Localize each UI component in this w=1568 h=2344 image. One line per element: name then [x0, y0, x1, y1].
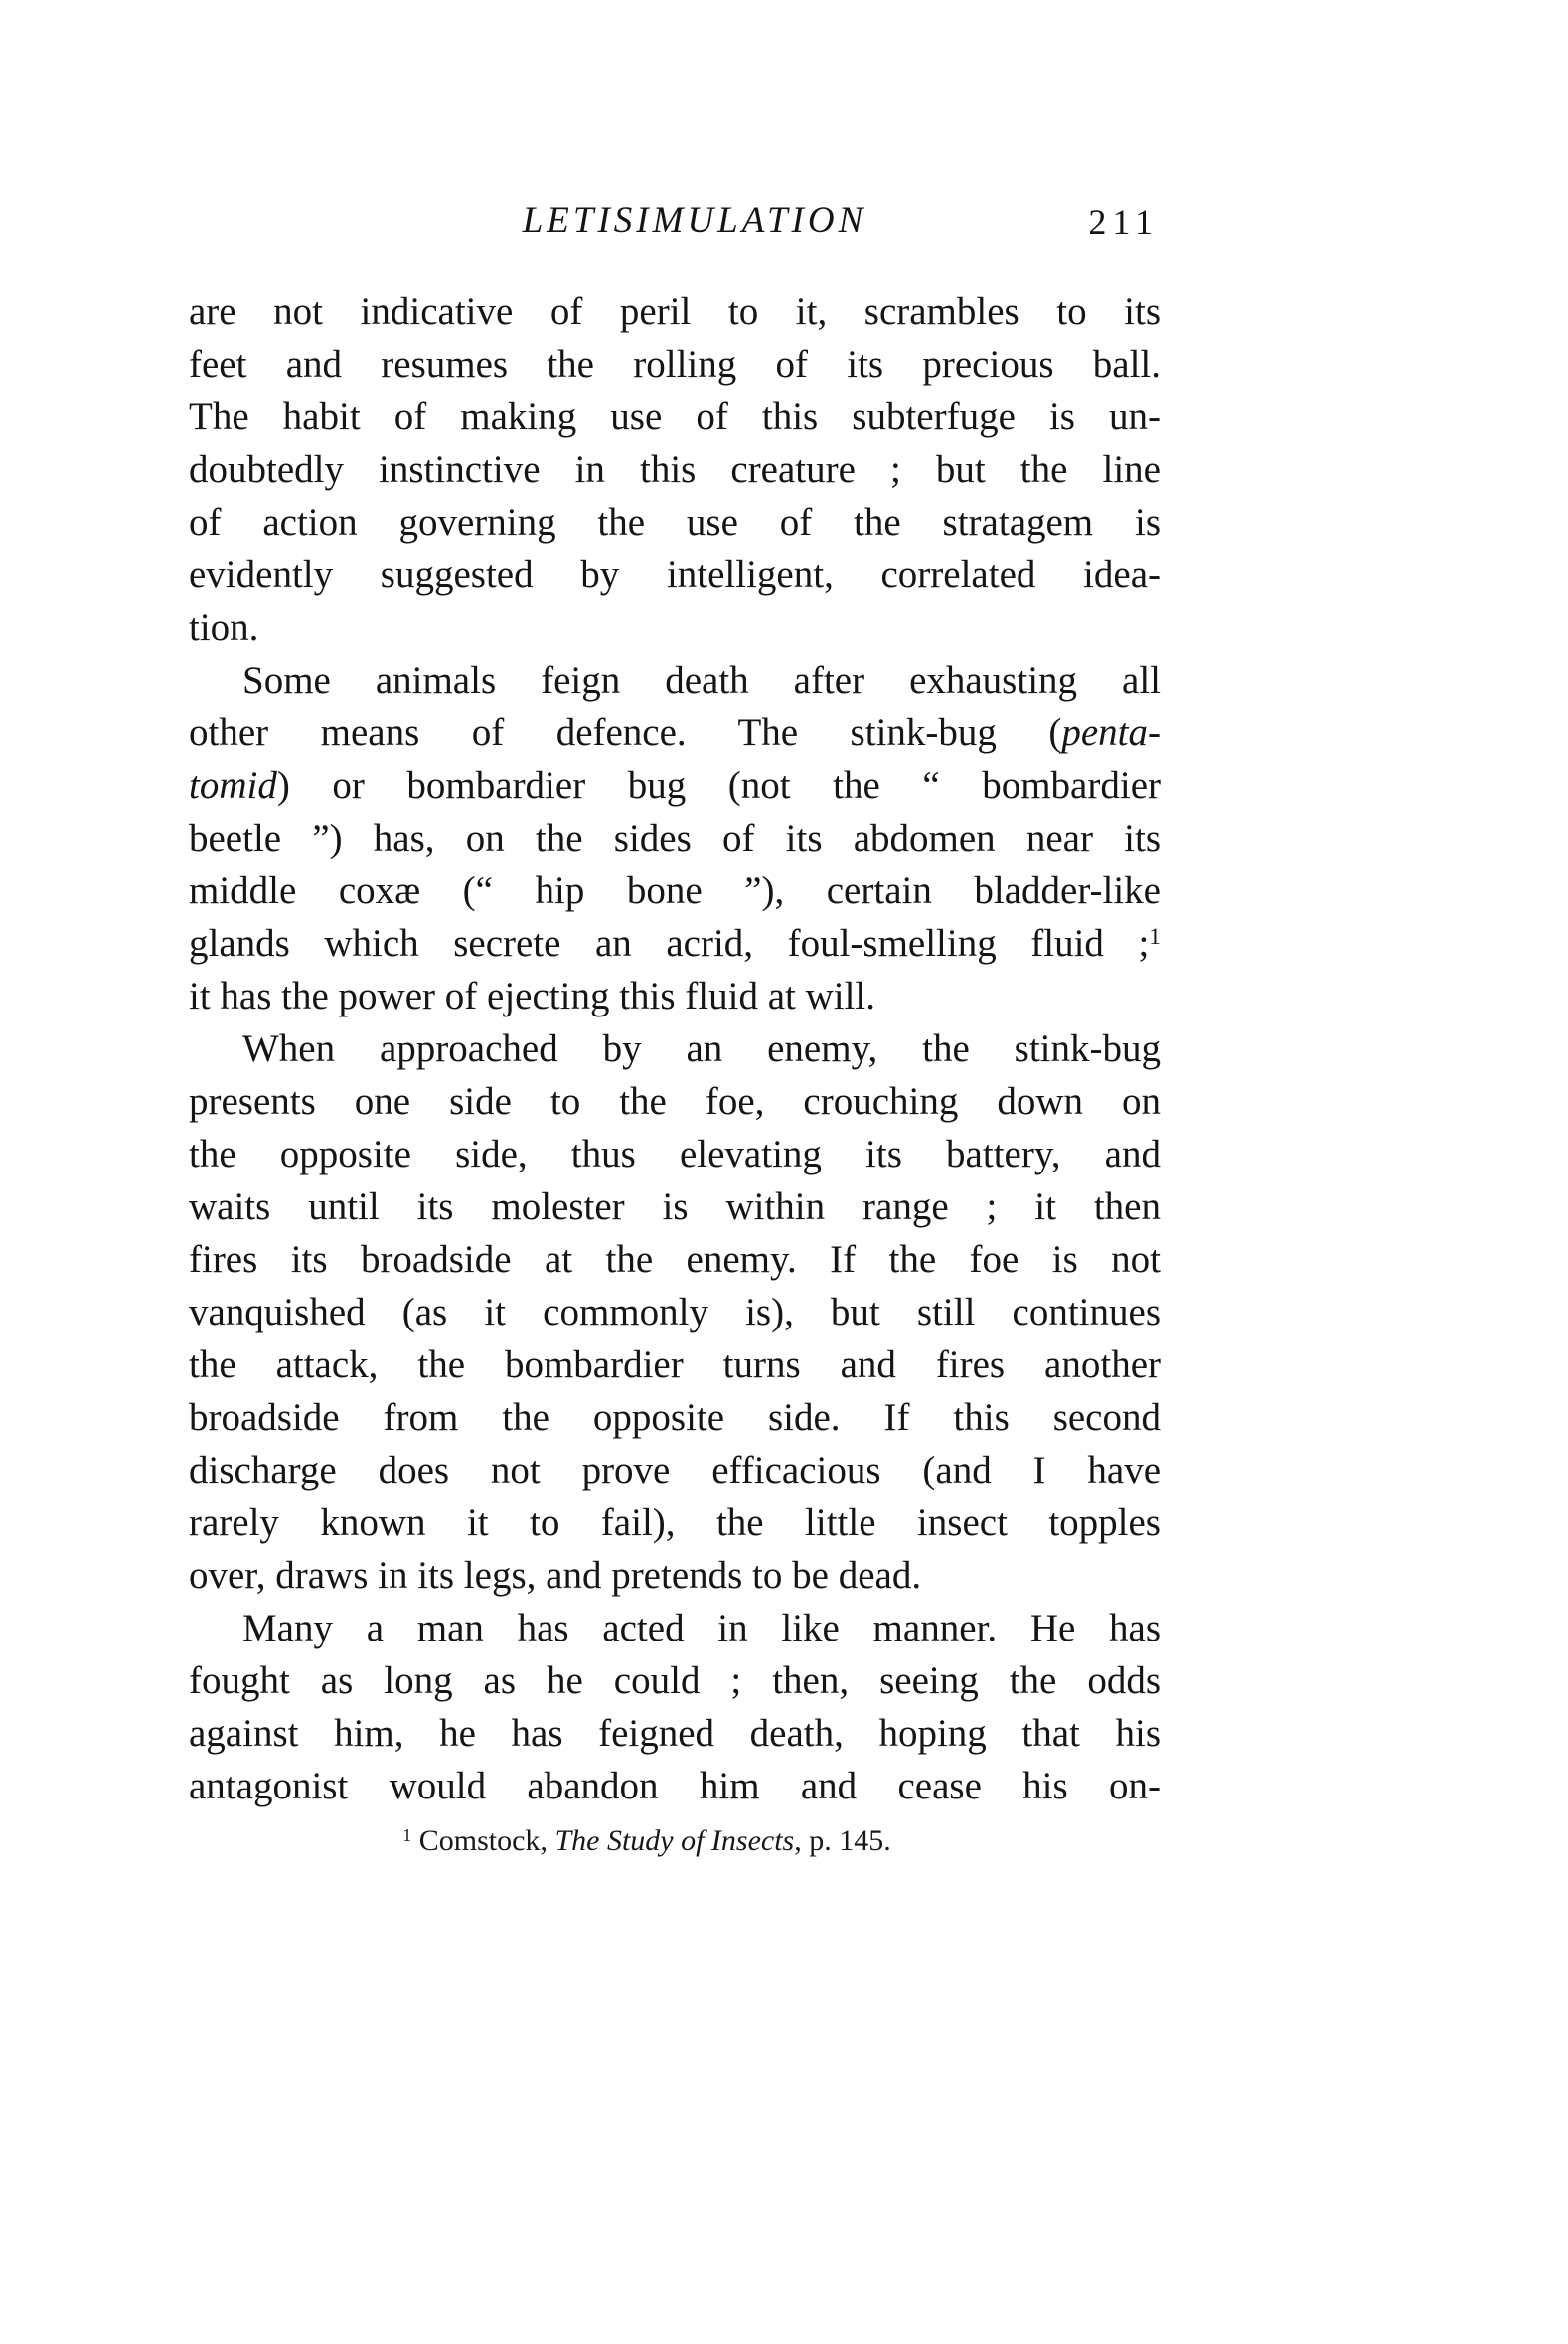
- footnote-text: [189, 1821, 1161, 1864]
- text-segment: vanquished (as it commonly is), but still continues: [189, 1291, 1161, 1333]
- footnote-reference-mark: 1: [1149, 924, 1161, 951]
- text-segment: waits until its molester is within range ; it then: [189, 1185, 1161, 1228]
- body-line: [189, 1602, 1161, 1654]
- body-line: [189, 548, 1161, 601]
- body-line: [189, 917, 1161, 970]
- text-segment: presents one side to the foe, crouching down on: [189, 1080, 1161, 1123]
- italic-text-segment: penta-: [1061, 711, 1161, 754]
- body-line: [189, 654, 1161, 706]
- body-line: [189, 706, 1161, 759]
- text-segment: the attack, the bombardier turns and fires another: [189, 1343, 1161, 1386]
- body-line: [189, 391, 1161, 443]
- text-segment: , p. 145.: [794, 1824, 891, 1857]
- text-segment: Some animals feign death after exhausting all: [242, 659, 1161, 702]
- body-lines: [189, 285, 1161, 1812]
- text-segment: ) or bombardier bug (not the “ bombardier: [276, 764, 1161, 807]
- running-title: LETISIMULATION: [522, 200, 867, 240]
- body-line: [189, 1444, 1161, 1496]
- body-line: [189, 1180, 1161, 1233]
- body-line: [189, 970, 1161, 1022]
- text-segment: broadside from the opposite side. If this second: [189, 1396, 1161, 1439]
- body-line: [189, 1391, 1161, 1444]
- text-segment: doubtedly instinctive in this creature ; but the line: [189, 448, 1161, 491]
- body-line: [189, 496, 1161, 548]
- text-segment: middle coxæ (“ hip bone ”), certain bladder-like: [189, 869, 1161, 912]
- body-line: [189, 759, 1161, 812]
- text-segment: glands which secrete an acrid, foul-smelling fluid ;: [189, 922, 1150, 965]
- text-segment: the opposite side, thus elevating its battery, and: [189, 1133, 1161, 1175]
- body-line: [189, 1549, 1161, 1602]
- body-line: [189, 1496, 1161, 1549]
- body-line: [189, 1233, 1161, 1286]
- text-segment: of action governing the use of the stratagem is: [189, 501, 1161, 544]
- text-segment: feet and resumes the rolling of its precious ball.: [189, 343, 1161, 386]
- text-segment: evidently suggested by intelligent, correlated idea-: [189, 553, 1161, 596]
- text-segment: beetle ”) has, on the sides of its abdomen near its: [189, 817, 1161, 859]
- text-segment: other means of defence. The stink-bug (: [189, 711, 1062, 754]
- body-line: [189, 601, 1161, 654]
- body-line: [189, 1286, 1161, 1338]
- italic-text-segment: The Study of Insects: [554, 1824, 795, 1857]
- body-line: [189, 1760, 1161, 1812]
- text-segment: antagonist would abandon him and cease his on-: [189, 1765, 1161, 1807]
- body-line: [189, 285, 1161, 338]
- text-segment: are not indicative of peril to it, scrambles to its: [189, 290, 1161, 333]
- body-line: [189, 338, 1161, 391]
- text-segment: fires its broadside at the enemy. If the foe is not: [189, 1238, 1161, 1281]
- body-line: [189, 1654, 1161, 1707]
- body-line: [189, 864, 1161, 917]
- text-segment: Comstock,: [411, 1824, 555, 1857]
- text-segment: When approached by an enemy, the stink-bug: [242, 1027, 1161, 1070]
- text-segment: it has the power of ejecting this fluid at will.: [189, 975, 876, 1017]
- body-line: [189, 443, 1161, 496]
- body-line: [189, 1707, 1161, 1760]
- body-line: [189, 1075, 1161, 1128]
- footnote-reference-mark: 1: [402, 1825, 412, 1845]
- text-segment: Many a man has acted in like manner. He has: [242, 1607, 1161, 1649]
- text-segment: discharge does not prove efficacious (and I have: [189, 1449, 1161, 1491]
- body-line: [189, 1128, 1161, 1180]
- page-header: [189, 199, 1161, 258]
- text-segment: tion.: [189, 606, 259, 649]
- text-segment: over, draws in its legs, and pretends to be dead.: [189, 1554, 922, 1597]
- text-segment: rarely known it to fail), the little insect topples: [189, 1501, 1161, 1544]
- page-number: 211: [1088, 202, 1159, 241]
- body-line: [189, 1022, 1161, 1075]
- text-segment: against him, he has feigned death, hoping that his: [189, 1712, 1161, 1755]
- body-line: [189, 812, 1161, 864]
- body-line: [189, 1338, 1161, 1391]
- text-segment: The habit of making use of this subterfuge is un-: [189, 395, 1161, 438]
- italic-text-segment: tomid: [189, 764, 277, 807]
- text-segment: fought as long as he could ; then, seeing the odds: [189, 1659, 1161, 1702]
